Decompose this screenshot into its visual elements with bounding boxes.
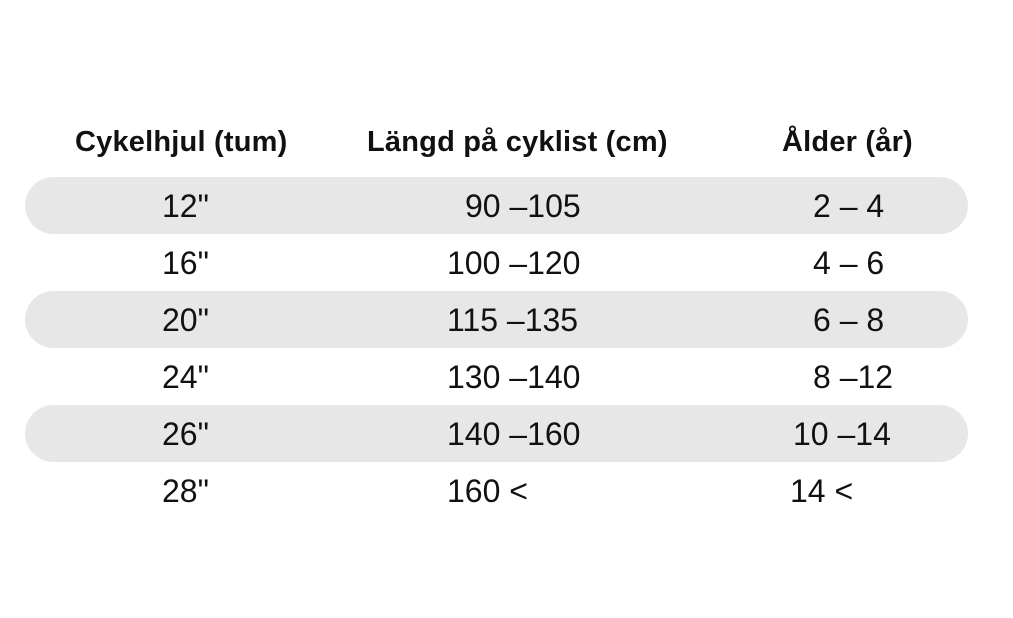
size-table [25, 118, 968, 519]
cell-wheel-size: 26" [162, 416, 209, 452]
cell-rider-length: 140 –160 [447, 416, 581, 452]
cell-wheel-size: 16" [162, 245, 209, 281]
table-body [25, 177, 968, 519]
cell-rider-length: 90 –105 [465, 188, 581, 224]
table-row [25, 234, 968, 291]
header-rider-length: Längd på cyklist (cm) [367, 126, 668, 158]
table-header [25, 118, 968, 170]
header-wheel-size: Cykelhjul (tum) [75, 126, 288, 158]
cell-age: 4 – 6 [813, 245, 885, 281]
cell-rider-length: 130 –140 [447, 359, 581, 395]
table-row [25, 462, 968, 519]
cell-wheel-size: 28" [162, 473, 209, 509]
cell-wheel-size: 20" [162, 302, 209, 338]
cell-rider-length: 115 –135 [447, 302, 579, 338]
table-row [25, 405, 968, 462]
cell-wheel-size: 24" [162, 359, 209, 395]
cell-age: 10 –14 [793, 416, 891, 452]
table-row [25, 177, 968, 234]
cell-rider-length: 100 –120 [447, 245, 581, 281]
header-age: Ålder (år) [782, 126, 913, 158]
table-row [25, 291, 968, 348]
cell-age: 14 < [790, 473, 854, 509]
cell-rider-length: 160 < [447, 473, 528, 509]
cell-wheel-size: 12" [162, 188, 209, 224]
cell-age: 6 – 8 [813, 302, 885, 338]
cell-age: 2 – 4 [813, 188, 885, 224]
table-row [25, 348, 968, 405]
cell-age: 8 –12 [813, 359, 894, 395]
